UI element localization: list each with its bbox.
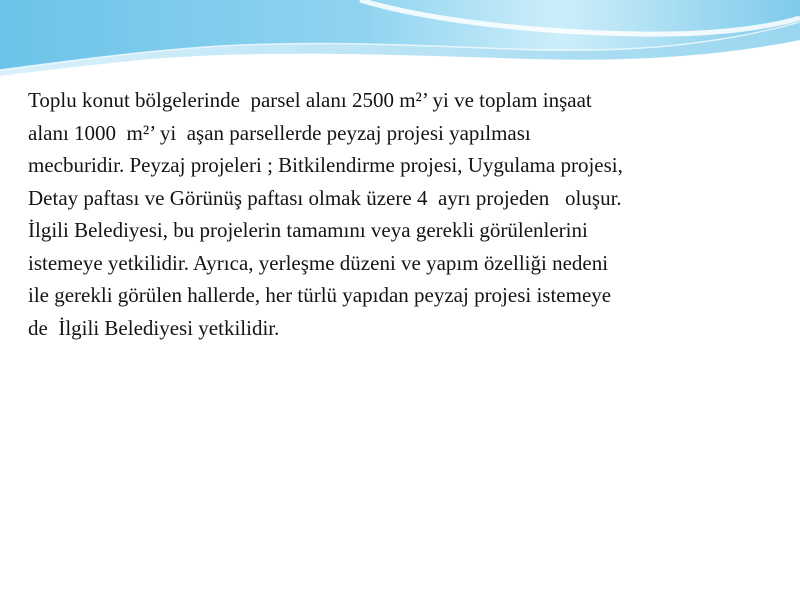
paragraph-line: Toplu konut bölgelerinde parsel alanı 2500 m²’ yi ve toplam inşaat — [28, 88, 592, 112]
paragraph-line: ile gerekli görülen hallerde, her türlü yapıdan peyzaj projesi istemeye — [28, 283, 612, 307]
paragraph-line: alanı 1000 m²’ yi aşan parsellerde peyzaj projesi yapılması — [28, 120, 531, 145]
paragraph-line: istemeye yetkilidir. Ayrıca, yerleşme düzeni ve yapım özelliği nedeni — [28, 250, 609, 275]
paragraph-line: mecburidir. Peyzaj projeleri ; Bitkilendirme projesi, Uygulama projesi, — [28, 153, 623, 177]
header-wave-decoration — [0, 0, 800, 90]
paragraph-line: Detay paftası ve Görünüş paftası olmak üzere 4 ayrı projeden oluşur. — [28, 185, 622, 210]
body-paragraph — [28, 84, 793, 344]
paragraph-line: İlgili Belediyesi, bu projelerin tamamını veya gerekli görülenlerini — [28, 218, 588, 242]
paragraph-line: de İlgili Belediyesi yetkilidir. — [28, 315, 280, 340]
